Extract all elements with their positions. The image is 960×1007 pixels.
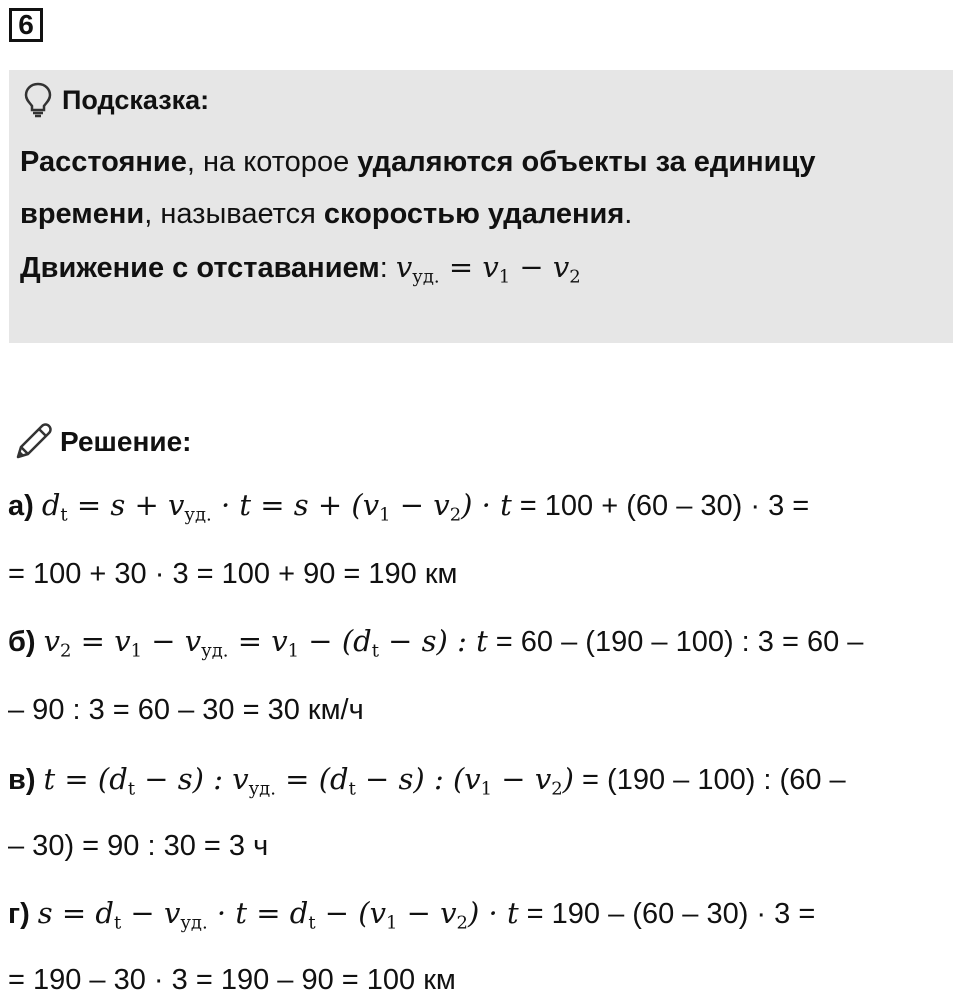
calc-c2: – 30) = 90 : 30 = 3 ч [8, 830, 269, 862]
solution-line-b1 [8, 624, 863, 661]
hint-text: . [624, 198, 633, 230]
calc-c1: = (190 – 100) : (60 – [573, 764, 846, 796]
solution-line-d2 [8, 964, 456, 997]
hint-title-row [24, 82, 209, 118]
hint-line-2 [20, 198, 632, 231]
formula-d: $s = d_t - v_{уд.} \cdot t = d_t - (v_1 - v_2) \cdot t$ [37, 896, 519, 934]
solution-line-a2 [8, 558, 457, 591]
hint-term-time: времени [20, 198, 145, 230]
solution-title: Решение: [60, 426, 192, 457]
item-label-c: в) [8, 764, 44, 796]
hint-text: , называется [144, 198, 324, 230]
formula-b: $v_2 = v_1 - v_{уд.} = v_1 - (d_t - s)$ : t [43, 624, 488, 662]
hint-line-1 [20, 146, 815, 179]
hint-term-distance: Расстояние [20, 146, 187, 178]
solution-line-c1 [8, 762, 846, 799]
solution-line-b2 [8, 694, 364, 727]
calc-b2: – 90 : 3 = 60 – 30 = 30 км/ч [8, 694, 364, 726]
item-label-b: б) [8, 626, 44, 658]
solution-line-c2 [8, 830, 268, 863]
formula-c: $t = (d_t - s)$ : $v_{уд.} = (d_t - s)$ : $(v_1 - v_2)$ [43, 762, 574, 800]
item-label-a: а) [8, 490, 42, 522]
calc-b1: = 60 – (190 – 100) : 3 = 60 – [487, 626, 864, 658]
hint-text: , на которое [186, 146, 358, 178]
pencil-icon [12, 421, 54, 463]
hint-title: Подсказка: [62, 84, 210, 115]
formula-a: $d_t = s + v_{уд.} \cdot t = s + (v_1 - v_2) \cdot t$ [41, 488, 512, 526]
hint-line-3 [20, 250, 581, 287]
calc-d1: = 190 – (60 – 30) · 3 = [518, 898, 816, 930]
solution-title-row [12, 420, 191, 464]
hint-term-speed: скоростью удаления [323, 198, 625, 230]
hint-formula: $v_{уд.} = v_1 - v_2$ [395, 250, 581, 288]
task-number: 6 [9, 8, 43, 42]
calc-a2: = 100 + 30 · 3 = 100 + 90 = 190 км [8, 558, 458, 590]
solution-line-a1 [8, 488, 809, 525]
item-label-d: г) [8, 898, 38, 930]
hint-term-motion: Движение с отставанием [20, 252, 380, 284]
solution-line-d1 [8, 896, 815, 933]
calc-d2: = 190 – 30 · 3 = 190 – 90 = 100 км [8, 964, 456, 996]
calc-a1: = 100 + (60 – 30) · 3 = [511, 490, 810, 522]
lightbulb-icon [24, 82, 52, 118]
hint-text: : [379, 252, 396, 284]
hint-term-removal: удаляются объекты за единицу [357, 146, 816, 178]
